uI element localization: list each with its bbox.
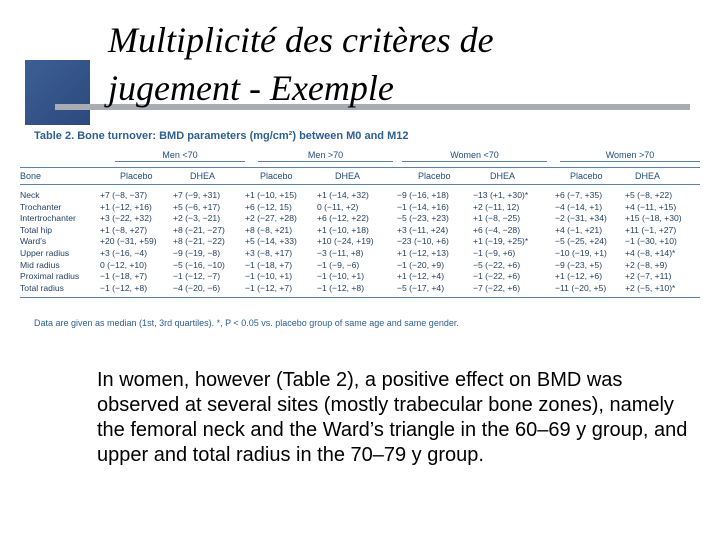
table-cell: −1 (−18, +7)	[245, 259, 293, 270]
table-cell: +6 (−12, +22)	[317, 213, 369, 224]
table-cell: −23 (−10, +6)	[397, 236, 449, 247]
table-cell: −4 (−20, −6)	[173, 282, 221, 293]
table-cell: −1 (−12, +7)	[245, 282, 293, 293]
col-header-dhea: DHEA	[490, 171, 516, 181]
table-footnote: Data are given as median (1st, 3rd quartiles). *, P < 0.05 vs. placebo group of same age and same gender.	[34, 318, 459, 328]
col-header-placebo: Placebo	[418, 171, 451, 181]
table-cell: +8 (−21, −22)	[173, 236, 225, 247]
table-row	[20, 202, 700, 214]
table-cell: −1 (−12, −7)	[173, 271, 221, 282]
table-cell: +8 (−21, −27)	[173, 224, 225, 235]
table-cell: +1 (−19, +25)*	[473, 236, 529, 247]
table-cell: +2 (−11, 12)	[473, 201, 520, 212]
col-header-dhea: DHEA	[335, 171, 361, 181]
table-cell: −5 (−25, +24)	[555, 236, 607, 247]
table-cell: +1 (−10, +18)	[317, 224, 369, 235]
table-cell: +1 (−14, +32)	[317, 190, 369, 200]
header-rule-top	[20, 167, 700, 168]
table-row	[20, 190, 700, 202]
table-row	[20, 236, 700, 248]
table-cell: −10 (−19, +1)	[555, 247, 607, 258]
table-cell: Total radius	[20, 282, 64, 293]
table-cell: +15 (−18, +30)	[625, 213, 682, 224]
table-cell: −1 (−10, +1)	[245, 271, 293, 282]
table-cell: +3 (−16, −4)	[100, 247, 148, 258]
table-row	[20, 260, 700, 272]
title-line-1: Multiplicité des critères de	[108, 20, 494, 60]
table-cell: +7 (−8, −37)	[100, 190, 148, 200]
table-bottom-rule	[20, 297, 700, 298]
table-cell: −3 (−11, +8)	[317, 247, 364, 258]
table-cell: −9 (−23, +5)	[555, 259, 603, 270]
table-cell: +1 (−8, −25)	[473, 213, 521, 224]
group-header-men-over-70: Men >70	[258, 150, 393, 162]
table-cell: −1 (−20, +9)	[397, 259, 445, 270]
group-header-women-over-70: Women >70	[560, 150, 700, 162]
table-row	[20, 271, 700, 283]
table-row	[20, 283, 700, 295]
table-cell: +2 (−7, +11)	[625, 271, 672, 282]
table-cell: −5 (−17, +4)	[397, 282, 445, 293]
table-caption: Table 2. Bone turnover: BMD parameters (mg/cm²) between M0 and M12	[34, 130, 409, 142]
table-cell: +3 (−22, +32)	[100, 213, 152, 224]
table-cell: +3 (−11, +24)	[397, 224, 449, 235]
col-header-placebo: Placebo	[120, 171, 153, 181]
table-cell: −7 (−22, +6)	[473, 282, 521, 293]
table-cell: +5 (−6, +17)	[173, 201, 221, 212]
table-cell: −11 (−20, +5)	[555, 282, 607, 293]
col-header-bone: Bone	[20, 171, 42, 181]
table-cell: Neck	[20, 190, 40, 200]
table-cell: Trochanter	[20, 201, 62, 212]
table-cell: +2 (−3, −21)	[173, 213, 221, 224]
table-cell: −5 (−16, −10)	[173, 259, 225, 270]
col-header-placebo: Placebo	[260, 171, 293, 181]
table-row	[20, 213, 700, 225]
title-line-2: jugement - Exemple	[108, 68, 394, 108]
slide-title	[108, 16, 688, 112]
table-cell: +8 (−8, +21)	[245, 224, 293, 235]
table-cell: +1 (−12, +13)	[397, 247, 449, 258]
table-cell: Total hip	[20, 224, 53, 235]
table-cell: −1 (−10, +1)	[317, 271, 365, 282]
table-cell: +3 (−8, +17)	[245, 247, 293, 258]
table-cell: +1 (−12, +16)	[100, 201, 152, 212]
decorative-square	[25, 60, 90, 125]
table-cell: +2 (−8, +9)	[625, 259, 668, 270]
table-cell: 0 (−12, +10)	[100, 259, 147, 270]
table-cell: +1 (−8, +27)	[100, 224, 148, 235]
table-cell: −1 (−9, −6)	[317, 259, 360, 270]
group-header-women-under-70: Women <70	[402, 150, 547, 162]
group-header-men-under-70: Men <70	[115, 150, 245, 162]
table-cell: +11 (−1, +27)	[625, 224, 677, 235]
table-cell: 0 (−11, +2)	[317, 201, 359, 212]
table-cell: Upper radius	[20, 247, 70, 258]
table-cell: +1 (−10, +15)	[245, 190, 297, 200]
table-cell: −9 (−16, +18)	[397, 190, 449, 200]
table-row	[20, 225, 700, 237]
table-cell: −4 (−14, +1)	[555, 201, 603, 212]
col-header-dhea: DHEA	[635, 171, 661, 181]
col-header-placebo: Placebo	[570, 171, 603, 181]
table-cell: −13 (+1, +30)*	[473, 190, 529, 200]
table-cell: −5 (−23, +23)	[397, 213, 449, 224]
table-cell: +6 (−4, −28)	[473, 224, 521, 235]
table-cell: −1 (−18, +7)	[100, 271, 148, 282]
table-cell: +4 (−8, +14)*	[625, 247, 676, 258]
table-cell: −5 (−22, +6)	[473, 259, 521, 270]
table-cell: Intertrochanter	[20, 213, 76, 224]
table-cell: −1 (−12, +8)	[100, 282, 148, 293]
table-cell: +2 (−5, +10)*	[625, 282, 676, 293]
table-cell: +10 (−24, +19)	[317, 236, 374, 247]
table-cell: +4 (−11, +15)	[625, 201, 677, 212]
table-cell: +1 (−12, +4)	[397, 271, 445, 282]
table-cell: Proximal radius	[20, 271, 80, 282]
table-row	[20, 248, 700, 260]
table-cell: −2 (−31, +34)	[555, 213, 607, 224]
table-cell: +6 (−12, 15)	[245, 201, 292, 212]
bmd-table-figure	[20, 126, 700, 332]
table-cell: −1 (−9, +6)	[473, 247, 516, 258]
table-cell: −1 (−12, +8)	[317, 282, 365, 293]
table-cell: +6 (−7, +35)	[555, 190, 603, 200]
table-cell: +5 (−14, +33)	[245, 236, 297, 247]
table-cell: Mid radius	[20, 259, 60, 270]
body-paragraph: In women, however (Table 2), a positive effect on BMD was observed at several sites (mostly trabecular bone zones), namely the femoral neck and the Ward’s triangle in the 60–69 y group, and upper and total radius in the 70–79 y group.	[97, 369, 688, 466]
table-cell: +4 (−1, +21)	[555, 224, 603, 235]
table-cell: +1 (−12, +6)	[555, 271, 603, 282]
table-cell: −1 (−22, +6)	[473, 271, 521, 282]
table-cell: −1 (−30, +10)	[625, 236, 677, 247]
table-cell: +7 (−9, +31)	[173, 190, 221, 200]
col-header-dhea: DHEA	[190, 171, 216, 181]
table-cell: +5 (−8, +22)	[625, 190, 673, 200]
table-cell: Ward's	[20, 236, 47, 247]
table-cell: −9 (−19, −8)	[173, 247, 221, 258]
bmd-table	[20, 190, 700, 294]
table-cell: +2 (−27, +28)	[245, 213, 297, 224]
header-rule-bottom	[20, 184, 700, 185]
table-cell: +20 (−31, +59)	[100, 236, 157, 247]
table-cell: −1 (−14, +16)	[397, 201, 449, 212]
